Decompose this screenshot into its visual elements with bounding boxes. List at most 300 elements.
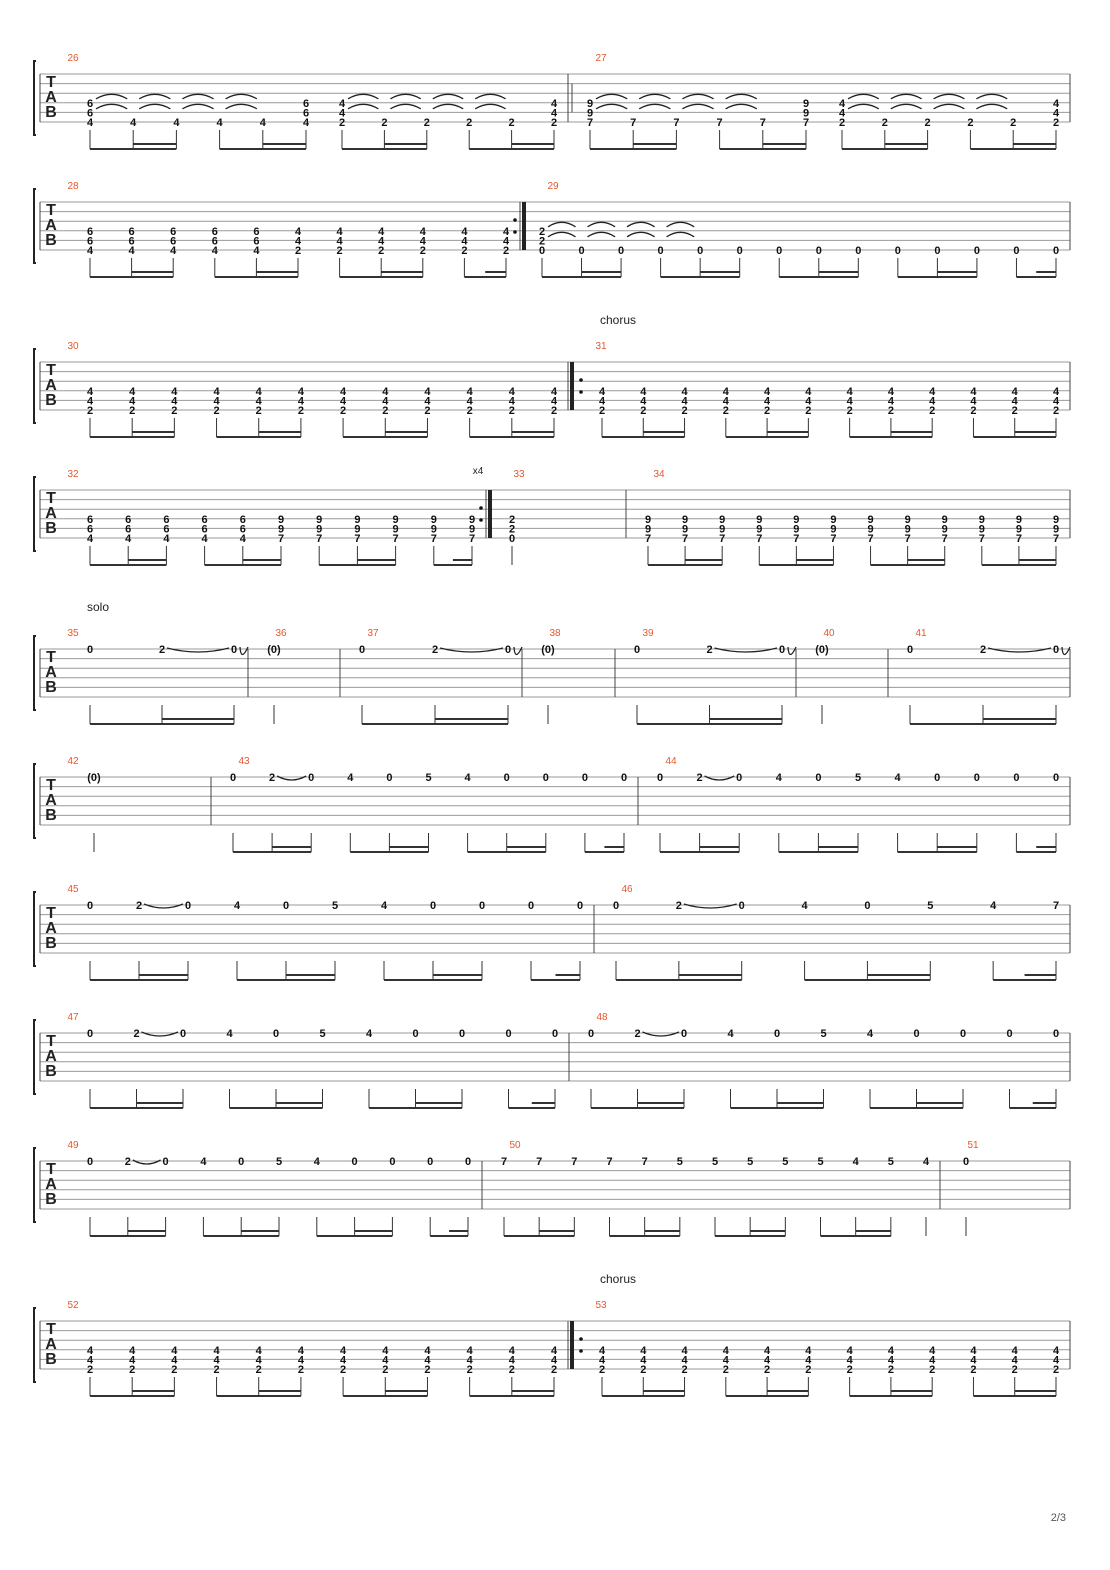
fret-number: 0	[427, 1156, 434, 1168]
fret-number: 2	[881, 117, 888, 129]
fret-number: 0	[538, 245, 546, 257]
fret-number: 7	[536, 1156, 543, 1168]
fret-number: 0	[962, 1156, 970, 1168]
fret-number: 6	[86, 107, 94, 120]
fret-number: 7	[277, 533, 285, 545]
fret-number: 4	[681, 1344, 688, 1357]
fret-number: 4	[846, 1354, 853, 1367]
fret-number: 0	[934, 772, 941, 784]
fret-number: 4	[764, 1354, 771, 1367]
fret-number: 4	[86, 533, 94, 545]
measure	[815, 628, 835, 724]
system-brace	[34, 1308, 36, 1382]
fret-number: 2	[706, 644, 713, 656]
tab-clef-letter: T	[46, 905, 56, 922]
fret-number: 4	[550, 395, 558, 408]
fret-number: 2	[846, 1364, 853, 1376]
measure	[539, 181, 1059, 277]
fret-number: 6	[239, 523, 246, 536]
fret-number: 0	[1013, 772, 1020, 784]
measure-number: 53	[595, 1300, 607, 1311]
tab-system	[34, 313, 1070, 437]
fret-number: 9	[719, 523, 726, 536]
fret-number: 9	[644, 523, 652, 536]
fret-number: 4	[764, 395, 771, 408]
tab-clef-letter: B	[45, 1191, 57, 1208]
fret-number: 2	[255, 1364, 262, 1376]
measure	[587, 53, 809, 149]
fret-number: 4	[887, 385, 894, 398]
fret-number: 4	[294, 225, 302, 238]
tie-arc	[848, 94, 879, 99]
fret-number: 0	[86, 900, 94, 912]
fret-number: 4	[598, 1344, 606, 1357]
fret-number: 5	[747, 1156, 754, 1168]
fret-number: 0	[815, 772, 822, 784]
tab-clef-letter: A	[45, 1048, 57, 1065]
fret-number: 2	[255, 405, 262, 417]
fret-number: 0	[578, 245, 585, 257]
tab-system	[34, 53, 1070, 149]
measure-number: 42	[67, 756, 79, 767]
tie-arc	[682, 104, 713, 109]
fret-number: 9	[941, 513, 948, 526]
tie-arc	[627, 232, 655, 237]
tab-clef-letter: B	[45, 1351, 57, 1368]
fret-number: 4	[598, 385, 606, 398]
fret-number: 7	[904, 533, 911, 545]
tab-clef-letter: B	[45, 520, 57, 537]
fret-number: 5	[817, 1156, 824, 1168]
fret-number: 4	[338, 97, 346, 110]
fret-number: 0	[1052, 245, 1060, 257]
fret-number: 2	[1011, 1364, 1018, 1376]
measure-number: 39	[642, 628, 654, 639]
fret-number: 4	[846, 1344, 853, 1357]
fret-number: 2	[722, 405, 729, 417]
fret-number: 0	[162, 1156, 169, 1168]
measure-number: 35	[67, 628, 79, 639]
fret-number: 4	[1052, 395, 1060, 408]
tab-clef-letter: T	[46, 777, 56, 794]
fret-number: 4	[259, 117, 266, 129]
repeat-dot	[479, 518, 483, 522]
repeat-dot	[579, 1337, 583, 1341]
tie-arc	[548, 222, 576, 227]
measure	[634, 628, 796, 724]
fret-number: 4	[640, 1344, 647, 1357]
fret-number: 4	[130, 117, 137, 129]
repeat-count: x4	[472, 466, 484, 477]
fret-number: 4	[86, 117, 94, 129]
fret-number: 4	[508, 1354, 515, 1367]
tab-clef-letter: A	[45, 377, 57, 394]
fret-number: 4	[970, 385, 977, 398]
page-number: 2/3	[1050, 1512, 1066, 1524]
tie-arc	[390, 104, 420, 109]
fret-number: 4	[922, 1156, 930, 1168]
fret-number: 4	[1011, 395, 1018, 408]
fret-number: 4	[461, 235, 468, 248]
repeat-dot	[579, 378, 583, 382]
fret-number: 0	[738, 900, 745, 912]
fret-number: 5	[927, 900, 934, 912]
fret-number: 7	[978, 533, 985, 545]
fret-number: 4	[550, 385, 558, 398]
fret-number: 4	[336, 225, 343, 238]
fret-number: 9	[756, 513, 763, 526]
fret-number: 9	[793, 513, 800, 526]
fret-number: 4	[466, 1344, 473, 1357]
fret-number: 4	[86, 245, 94, 257]
fret-number: 2	[550, 405, 558, 417]
fret-number: 9	[468, 523, 476, 536]
fret-number: 9	[904, 513, 911, 526]
measure	[67, 341, 558, 437]
fret-number: 0	[358, 644, 366, 656]
tab-clef-letter: B	[45, 392, 57, 409]
fret-number: 4	[461, 225, 468, 238]
fret-number: 5	[331, 900, 339, 912]
system-brace	[34, 1020, 36, 1094]
tab-system	[34, 181, 1070, 277]
fret-number: 7	[316, 533, 323, 545]
fret-number: 7	[1052, 533, 1060, 545]
fret-number: 9	[830, 523, 837, 536]
fret-number: 2	[805, 1364, 812, 1376]
measure	[613, 884, 1059, 980]
fret-number: 0	[1006, 1028, 1013, 1040]
fret-number: (0)	[267, 644, 281, 656]
fret-number: 4	[213, 395, 220, 408]
fret-number: 6	[128, 235, 135, 248]
fret-number: 4	[1052, 1354, 1060, 1367]
fret-number: 4	[1011, 1354, 1018, 1367]
fret-number: 2	[538, 235, 546, 248]
fret-number: 0	[736, 245, 743, 257]
fret-number: 6	[302, 97, 310, 110]
tab-system	[34, 1272, 1070, 1396]
fret-number: 4	[213, 385, 220, 398]
fret-number: 2	[887, 405, 894, 417]
fret-number: 0	[478, 900, 486, 912]
fret-number: 4	[424, 1344, 431, 1357]
fret-number: 9	[586, 97, 594, 110]
fret-number: 0	[581, 772, 588, 784]
measure	[595, 1300, 1060, 1396]
fret-number: 2	[129, 1364, 136, 1376]
fret-number: 4	[775, 772, 782, 784]
fret-number: 4	[970, 1344, 977, 1357]
measure	[67, 884, 583, 980]
measure	[67, 181, 510, 277]
fret-number: 2	[598, 1364, 606, 1376]
fret-number: 4	[598, 395, 606, 408]
measure	[963, 1140, 979, 1236]
fret-number: 9	[793, 523, 800, 536]
fret-number: 2	[924, 117, 931, 129]
fret-number: 4	[764, 1344, 771, 1357]
fret-number: 2	[129, 405, 136, 417]
fret-number: 4	[929, 1354, 936, 1367]
tie-arc	[848, 104, 879, 109]
measure-number: 49	[67, 1140, 79, 1151]
fret-number: 7	[759, 117, 766, 129]
fret-number: 9	[277, 513, 285, 526]
tie-arc	[348, 104, 378, 109]
fret-number: 9	[682, 513, 689, 526]
fret-number: 0	[906, 644, 914, 656]
fret-number: 4	[466, 385, 473, 398]
measure-number: 50	[509, 1140, 521, 1151]
tie-arc	[667, 232, 695, 237]
fret-number: 7	[571, 1156, 578, 1168]
fret-number: 0	[657, 245, 664, 257]
fret-number: 4	[86, 395, 94, 408]
fret-number: 4	[419, 235, 426, 248]
tie-arc	[891, 104, 922, 109]
fret-number: 4	[297, 395, 304, 408]
tie-arc	[891, 94, 922, 99]
fret-number: 4	[801, 900, 808, 912]
fret-number: 9	[586, 107, 594, 120]
tab-clef-letter: A	[45, 920, 57, 937]
fret-number: 2	[696, 772, 703, 784]
fret-number: 4	[380, 900, 388, 912]
fret-number: 4	[805, 395, 812, 408]
fret-number: 0	[184, 900, 192, 912]
fret-number: 4	[640, 1354, 647, 1367]
fret-number: 2	[124, 1156, 131, 1168]
tie-arc	[976, 104, 1007, 109]
fret-number: 4	[340, 385, 347, 398]
fret-number: 4	[466, 395, 473, 408]
fret-number: 2	[338, 117, 346, 129]
measure	[267, 628, 287, 724]
fret-number: 2	[297, 1364, 304, 1376]
fret-number: 4	[508, 1344, 515, 1357]
fret-number: 4	[171, 1354, 178, 1367]
tie-arc	[639, 104, 670, 109]
measure-number: 48	[596, 1012, 608, 1023]
fret-number: 9	[392, 513, 399, 526]
tie-arc	[726, 94, 757, 99]
fret-number: 4	[382, 1354, 389, 1367]
fret-number: 7	[719, 533, 726, 545]
measure-number: 41	[915, 628, 927, 639]
fret-number: 2	[634, 1028, 641, 1040]
fret-number: 6	[170, 235, 177, 248]
tie-arc	[639, 94, 670, 99]
fret-number: 4	[340, 1344, 347, 1357]
system-brace	[34, 349, 36, 423]
fret-number: 7	[793, 533, 800, 545]
fret-number: 2	[722, 1364, 729, 1376]
fret-number: 7	[673, 117, 680, 129]
fret-number: 4	[640, 385, 647, 398]
fret-number: 4	[213, 1354, 220, 1367]
fret-number: 2	[133, 1028, 140, 1040]
fret-number: 2	[466, 405, 473, 417]
fret-number: 4	[297, 385, 304, 398]
measure	[595, 341, 1060, 437]
fret-number: 9	[682, 523, 689, 536]
tie-arc	[226, 104, 257, 109]
fret-number: 2	[502, 245, 510, 257]
tie-arc	[976, 94, 1007, 99]
fret-number: 5	[854, 772, 862, 784]
fret-number: 9	[941, 523, 948, 536]
fret-number: 9	[802, 107, 810, 120]
fret-number: 0	[464, 1156, 472, 1168]
fret-number: 4	[365, 1028, 373, 1040]
fret-number: 0	[776, 245, 783, 257]
measure-number: 30	[67, 341, 79, 352]
fret-number: 2	[419, 245, 426, 257]
fret-number: 9	[867, 513, 874, 526]
fret-number: 2	[382, 405, 389, 417]
tab-system	[34, 756, 1070, 852]
fret-number: 0	[736, 772, 743, 784]
fret-number: 0	[351, 1156, 358, 1168]
fret-number: 4	[424, 1354, 431, 1367]
fret-number: 4	[213, 1344, 220, 1357]
fret-number: 0	[458, 1028, 466, 1040]
fret-number: 6	[163, 523, 170, 536]
fret-number: 4	[382, 385, 389, 398]
fret-number: 7	[606, 1156, 613, 1168]
fret-number: 2	[675, 900, 682, 912]
tab-system	[34, 600, 1070, 724]
fret-number: 0	[412, 1028, 419, 1040]
fret-number: 4	[970, 1354, 977, 1367]
section-label: chorus	[599, 313, 637, 327]
fret-number: 0	[894, 245, 901, 257]
fret-number: 4	[722, 1354, 729, 1367]
fret-number: 5	[676, 1156, 683, 1168]
fret-number: 2	[1010, 117, 1017, 129]
tie-arc	[475, 104, 505, 109]
measure	[67, 53, 310, 149]
measure-number: 29	[547, 181, 559, 192]
fret-number: 4	[681, 1354, 688, 1367]
fret-number: 4	[887, 395, 894, 408]
tie-arc	[934, 104, 965, 109]
fret-number: 0	[773, 1028, 781, 1040]
fret-number: 4	[464, 772, 471, 784]
tie-arc	[433, 104, 463, 109]
fret-number: 4	[722, 385, 729, 398]
fret-number: 4	[502, 225, 510, 238]
fret-number: 0	[587, 1028, 595, 1040]
fret-number: 9	[392, 523, 399, 536]
measure	[67, 756, 101, 852]
fret-number: 0	[973, 245, 980, 257]
fret-number: 4	[239, 533, 246, 545]
fret-number: 2	[979, 644, 987, 656]
fret-number: 0	[179, 1028, 187, 1040]
fret-number: 4	[125, 533, 132, 545]
measure-number: 40	[823, 628, 835, 639]
fret-number: 2	[466, 117, 473, 129]
fret-number: 4	[255, 1354, 262, 1367]
tab-clef-letter: B	[45, 679, 57, 696]
fret-number: 6	[211, 235, 218, 248]
fret-number: (0)	[815, 644, 829, 656]
fret-number: 2	[466, 1364, 473, 1376]
tie-arc	[596, 104, 627, 109]
tab-system	[34, 466, 1070, 565]
tie-arc	[667, 222, 695, 227]
measure-number: 26	[67, 53, 79, 64]
tab-clef-letter: A	[45, 664, 57, 681]
fret-number: 2	[423, 117, 430, 129]
fret-number: 4	[216, 117, 223, 129]
tie-arc	[726, 104, 757, 109]
fret-number: 4	[294, 235, 302, 248]
fret-number: 9	[978, 513, 985, 526]
tab-clef-letter: B	[45, 232, 57, 249]
tab-clef-letter: B	[45, 1063, 57, 1080]
fret-number: 4	[378, 235, 385, 248]
measure-number: 45	[67, 884, 79, 895]
fret-number: 6	[201, 523, 208, 536]
fret-number: 0	[815, 245, 822, 257]
measure-number: 51	[967, 1140, 979, 1151]
system-brace	[34, 892, 36, 966]
fret-number: 7	[682, 533, 689, 545]
fret-number: 4	[502, 235, 510, 248]
measure	[67, 628, 248, 724]
fret-number: 4	[681, 395, 688, 408]
fret-number: 0	[959, 1028, 967, 1040]
fret-number: 6	[170, 225, 177, 238]
fret-number: 4	[805, 1354, 812, 1367]
fret-number: 6	[86, 225, 94, 238]
fret-number: 4	[887, 1344, 894, 1357]
fret-number: 9	[644, 513, 652, 526]
fret-number: 2	[538, 225, 546, 238]
fret-number: 7	[586, 117, 594, 129]
fret-number: 6	[253, 225, 260, 238]
fret-number: 0	[505, 1028, 512, 1040]
fret-number: 4	[171, 385, 178, 398]
fret-number: 7	[1015, 533, 1022, 545]
fret-number: 2	[86, 1364, 94, 1376]
fret-number: 2	[970, 1364, 977, 1376]
tie-arc	[788, 647, 796, 655]
fret-number: 6	[239, 513, 246, 526]
fret-number: 9	[354, 523, 361, 536]
measure	[657, 756, 1059, 852]
measure	[588, 1012, 1059, 1108]
fret-number: 5	[782, 1156, 789, 1168]
fret-number: 0	[308, 772, 315, 784]
fret-number: 2	[1052, 117, 1060, 129]
system-brace	[34, 636, 36, 710]
measure-number: 43	[238, 756, 250, 767]
fret-number: 4	[805, 1344, 812, 1357]
fret-number: 2	[1052, 405, 1060, 417]
fret-number: 0	[504, 644, 512, 656]
tab-clef-letter: A	[45, 1336, 57, 1353]
tab-clef-letter: T	[46, 490, 56, 507]
fret-number: 6	[86, 513, 94, 526]
fret-number: 4	[894, 772, 901, 784]
fret-number: 0	[697, 245, 704, 257]
fret-number: 4	[550, 1354, 558, 1367]
fret-number: 4	[990, 900, 997, 912]
